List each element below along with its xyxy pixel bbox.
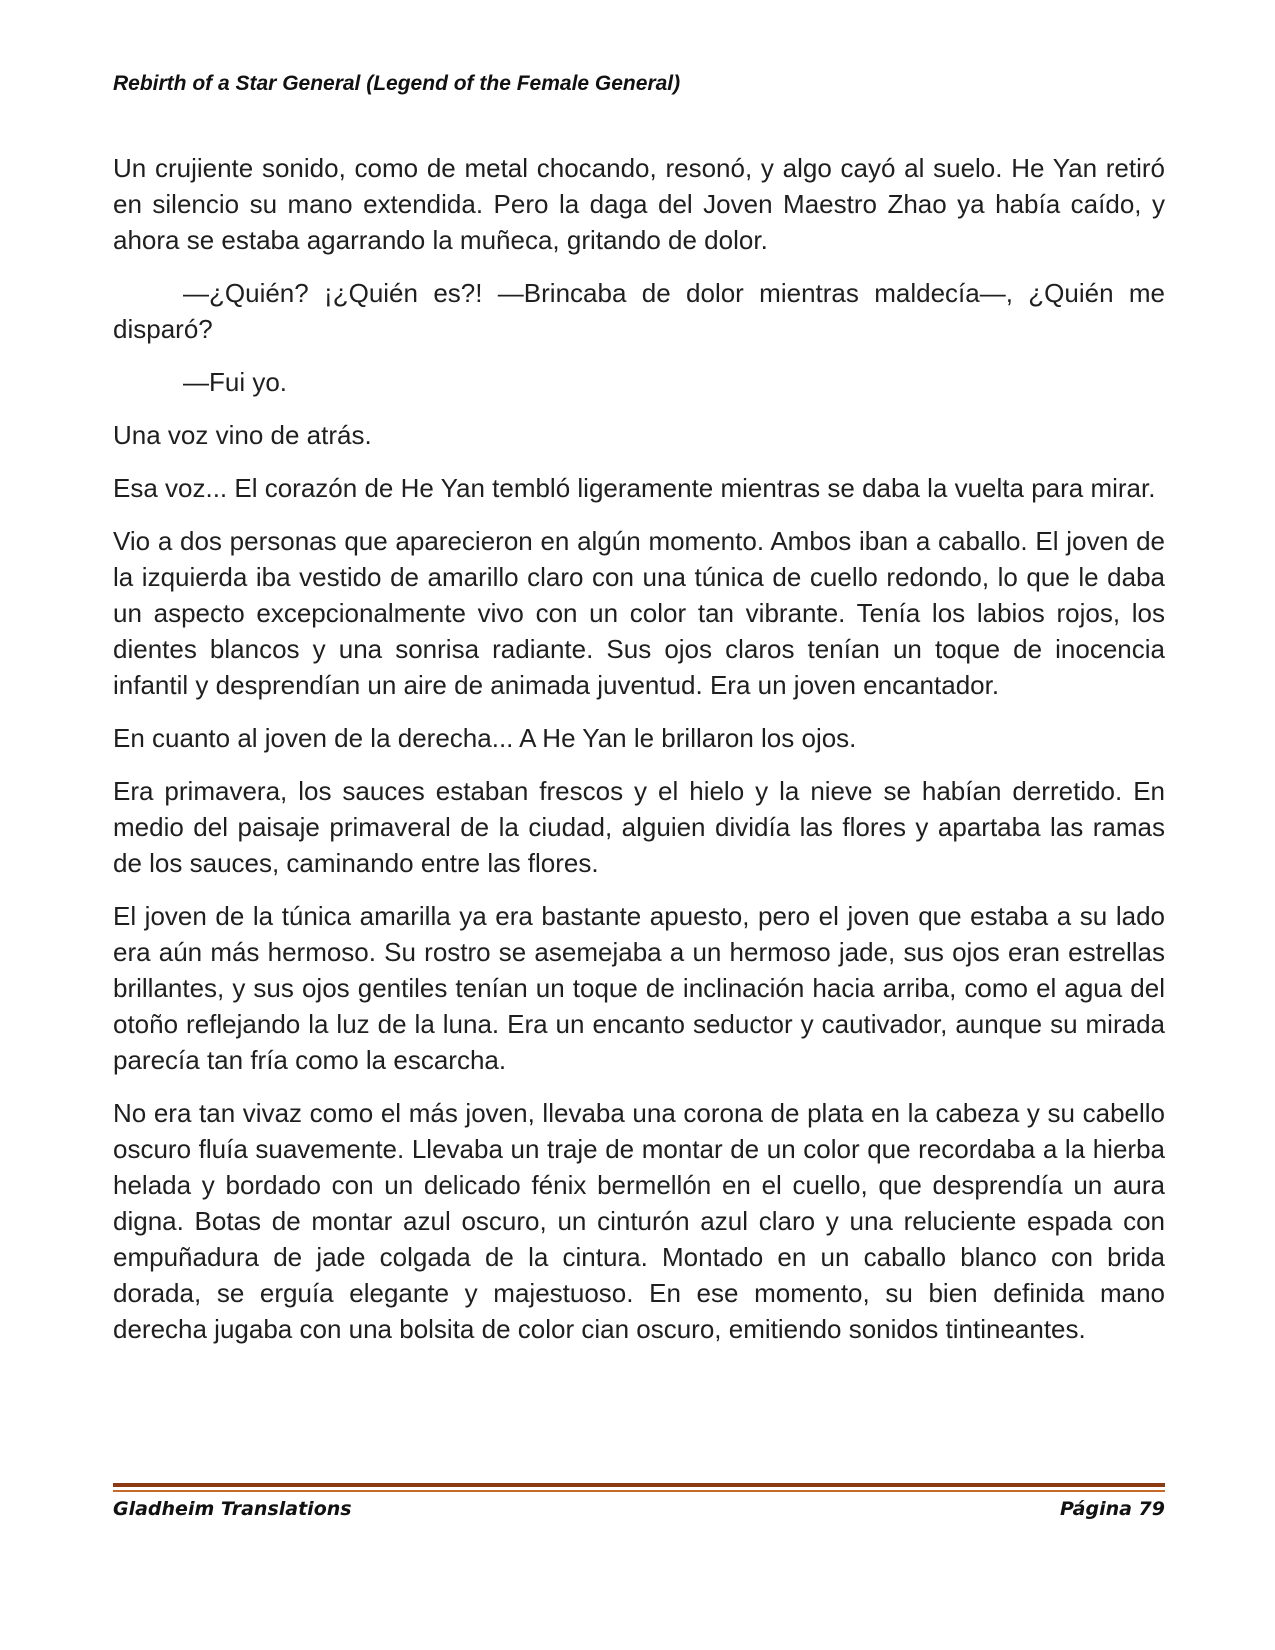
paragraph: No era tan vivaz como el más joven, llevaba una corona de plata en la cabeza y su cabello oscuro fluía suavemente. Llevaba un traje de montar de un color que recordaba a la hierba helada y bordado con un delicado fénix bermellón en el cuello, que desprendía un aura digna. Botas de montar azul oscuro, un cinturón azul claro y una reluciente espada con empuñadura de jade colgada de la cintura. Montado en un caballo blanco con brida dorada, se erguía elegante y majestuoso. En ese momento, su bien definida mano derecha jugaba con una bolsita de color cian oscuro, emitiendo sonidos tintineantes. — [113, 1098, 1165, 1344]
dialogue-paragraph: —¿Quién? ¡¿Quién es?! —Brincaba de dolor mientras maldecía—, ¿Quién me disparó? — [113, 278, 1165, 344]
footer-publisher: Gladheim Translations — [113, 1498, 352, 1520]
page-number: Página 79 — [1059, 1498, 1165, 1520]
dialogue-paragraph: —Fui yo. — [183, 367, 288, 397]
paragraph: Era primavera, los sauces estaban frescos y el hielo y la nieve se habían derretido. En medio del paisaje primaveral de la ciudad, alguien dividía las flores y apartaba las ramas de los sauces, caminando entre las flores. — [113, 776, 1165, 878]
paragraph: Una voz vino de atrás. — [113, 420, 372, 450]
paragraph: Un crujiente sonido, como de metal chocando, resonó, y algo cayó al suelo. He Yan retiró en silencio su mano extendida. Pero la daga del Joven Maestro Zhao ya había caído, y ahora se estaba agarrando la muñeca, gritando de dolor. — [113, 153, 1165, 255]
footer-divider-thick — [113, 1483, 1165, 1487]
paragraph: Vio a dos personas que aparecieron en algún momento. Ambos iban a caballo. El joven de la izquierda iba vestido de amarillo claro con una túnica de cuello redondo, lo que le daba un aspecto excepcionalmente vivo con un color tan vibrante. Tenía los labios rojos, los dientes blancos y una sonrisa radiante. Sus ojos claros tenían un toque de inocencia infantil y desprendían un aire de animada juventud. Era un joven encantador. — [113, 526, 1165, 700]
paragraph: En cuanto al joven de la derecha... A He Yan le brillaron los ojos. — [113, 723, 857, 753]
paragraph: Esa voz... El corazón de He Yan tembló ligeramente mientras se daba la vuelta para mirar. — [113, 473, 1156, 503]
footer-divider-thin — [113, 1490, 1165, 1492]
paragraph: El joven de la túnica amarilla ya era bastante apuesto, pero el joven que estaba a su lado era aún más hermoso. Su rostro se asemejaba a un hermoso jade, sus ojos eran estrellas brillantes, y sus ojos gentiles tenían un toque de inclinación hacia arriba, como el agua del otoño reflejando la luz de la luna. Era un encanto seductor y cautivador, aunque su mirada parecía tan fría como la escarcha. — [113, 901, 1165, 1075]
document-body — [113, 150, 1165, 1364]
page-header-title: Rebirth of a Star General (Legend of the Female General) — [113, 72, 681, 95]
page-footer — [113, 1498, 1165, 1520]
